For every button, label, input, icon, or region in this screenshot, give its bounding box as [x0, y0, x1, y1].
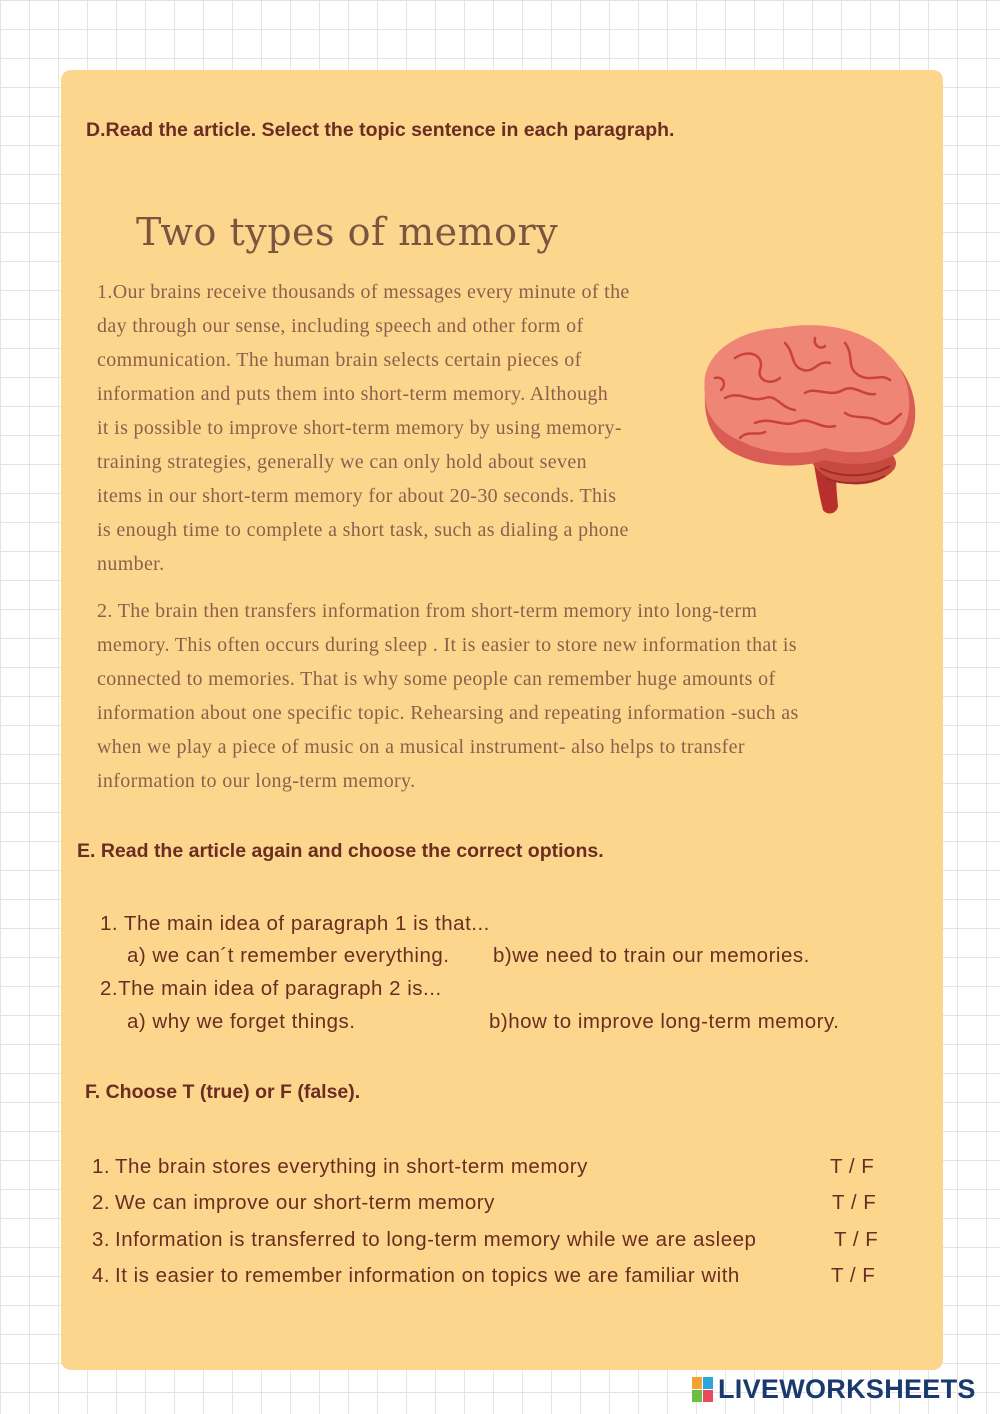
paragraph-2-line[interactable]: connected to memories. That is why some people can remember huge amounts of — [97, 668, 776, 690]
paragraph-2-line[interactable]: information about one specific topic. Rehearsing and repeating information -such as — [97, 702, 799, 724]
paragraph-2-line[interactable]: information to our long-term memory. — [97, 770, 416, 792]
section-e-heading: E. Read the article again and choose the correct options. — [77, 840, 604, 862]
true-false-item — [92, 1191, 892, 1221]
item-number: 1. — [92, 1155, 111, 1178]
paragraph-2-line[interactable]: 2. The brain then transfers information from short-term memory into long-term — [97, 600, 758, 622]
article-title: Two types of memory — [136, 210, 559, 254]
paragraph-1-line[interactable]: day through our sense, including speech and other form of — [97, 315, 584, 337]
liveworksheets-logo[interactable] — [692, 1374, 992, 1404]
true-false-selector[interactable]: T / F — [831, 1264, 876, 1287]
paragraph-1-line[interactable]: communication. The human brain selects certain pieces of — [97, 349, 582, 371]
true-false-selector[interactable]: T / F — [830, 1155, 875, 1178]
paragraph-2-line[interactable]: memory. This often occurs during sleep . It is easier to store new information that is — [97, 634, 797, 656]
liveworksheets-logo-icon — [692, 1377, 714, 1403]
section-d-heading: D.Read the article. Select the topic sentence in each paragraph. — [86, 119, 675, 141]
question-2-option-b[interactable]: b)how to improve long-term memory. — [489, 1010, 840, 1033]
paragraph-1-line[interactable]: items in our short-term memory for about 20-30 seconds. This — [97, 485, 617, 507]
item-number: 2. — [92, 1191, 111, 1214]
paragraph-1-line[interactable]: is enough time to complete a short task, such as dialing a phone — [97, 519, 629, 541]
item-number: 4. — [92, 1264, 111, 1287]
paragraph-2 — [97, 594, 799, 798]
paragraph-1-line[interactable]: information and puts them into short-term memory. Although — [97, 383, 609, 405]
question-1-option-b[interactable]: b)we need to train our memories. — [493, 944, 810, 967]
true-false-item — [92, 1264, 892, 1294]
true-false-item — [92, 1155, 892, 1185]
question-1-option-a[interactable]: a) we can´t remember everything. — [127, 944, 450, 967]
paragraph-1-line[interactable]: 1.Our brains receive thousands of messages every minute of the — [97, 281, 630, 303]
paragraph-1-line[interactable]: number. — [97, 553, 165, 575]
statement-text: Information is transferred to long-term memory while we are asleep — [115, 1228, 757, 1251]
question-2-option-a[interactable]: a) why we forget things. — [127, 1010, 356, 1033]
statement-text: We can improve our short-term memory — [115, 1191, 495, 1214]
logo-text: LIVEWORKSHEETS — [718, 1374, 976, 1404]
question-1-prompt: 1. The main idea of paragraph 1 is that... — [100, 912, 490, 935]
paragraph-1-line[interactable]: training strategies, generally we can only hold about seven — [97, 451, 587, 473]
section-f-heading: F. Choose T (true) or F (false). — [85, 1081, 361, 1103]
paragraph-2-line[interactable]: when we play a piece of music on a musical instrument- also helps to transfer — [97, 736, 745, 758]
paragraph-1-line[interactable]: it is possible to improve short-term memory by using memory- — [97, 417, 622, 439]
true-false-selector[interactable]: T / F — [832, 1191, 877, 1214]
statement-text: The brain stores everything in short-term memory — [115, 1155, 588, 1178]
paragraph-1 — [97, 275, 630, 581]
brain-illustration-icon — [695, 318, 920, 518]
true-false-selector[interactable]: T / F — [834, 1228, 879, 1251]
statement-text: It is easier to remember information on topics we are familiar with — [115, 1264, 740, 1287]
item-number: 3. — [92, 1228, 111, 1251]
question-2-prompt: 2.The main idea of paragraph 2 is... — [100, 977, 442, 1000]
true-false-item — [92, 1228, 892, 1258]
